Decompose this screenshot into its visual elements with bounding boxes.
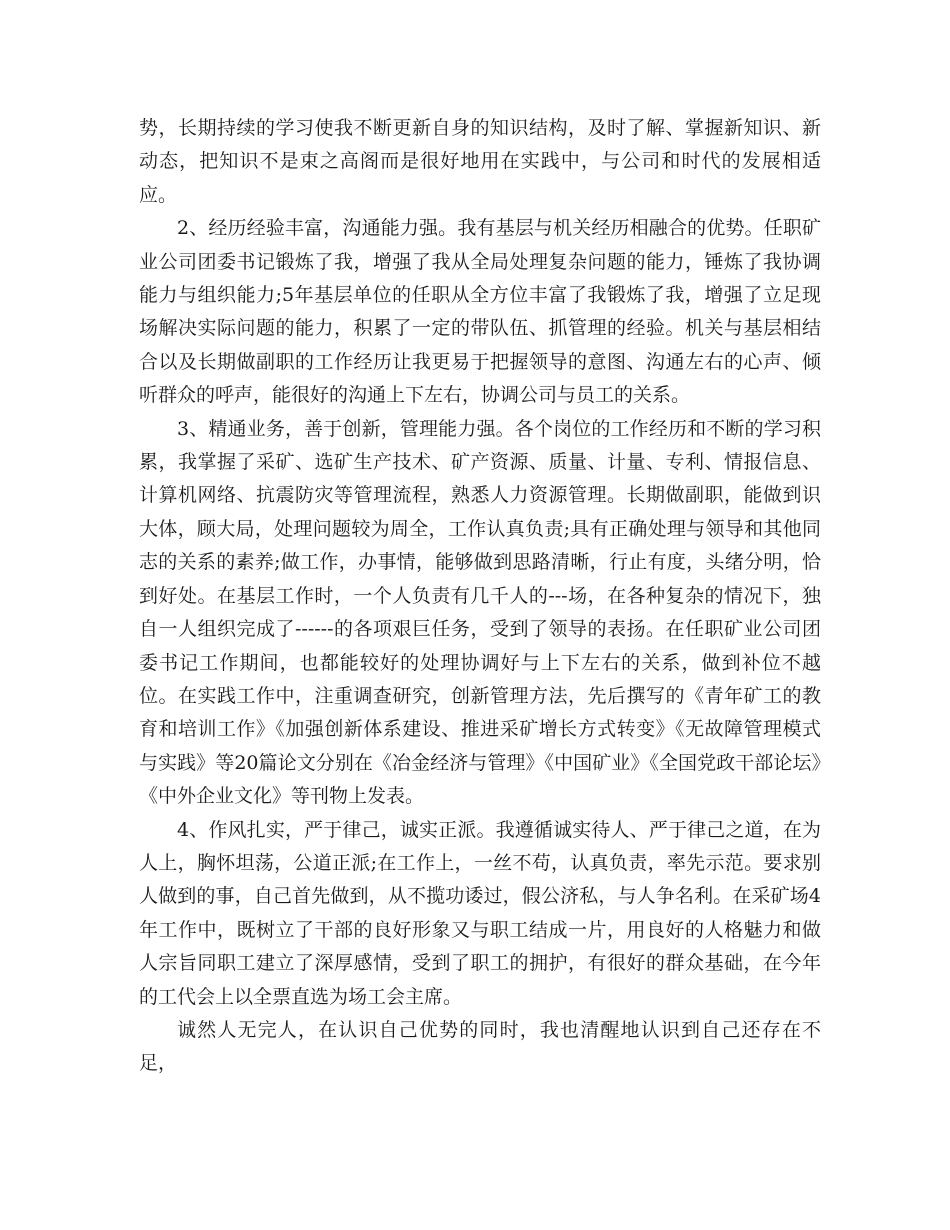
document-body	[139, 112, 821, 1081]
paragraph-continuation: 势，长期持续的学习使我不断更新自身的知识结构，及时了解、掌握新知识、新动态，把知识不是束之高阁而是很好地用在实践中，与公司和时代的发展相适应。	[139, 117, 821, 206]
paragraph-shortcomings: 诚然人无完人，在认识自己优势的同时，我也清醒地认识到自己还存在不足，	[139, 1018, 821, 1075]
paragraph-work-style: 4、作风扎实，严于律己，诚实正派。我遵循诚实待人、严于律己之道，在为人上，胸怀坦荡，公道正派;在工作上，一丝不苟，认真负责，率先示范。要求别人做到的事，自己首先做到，从不揽功诿过，假公济私，与人争名利。在采矿场4年工作中，既树立了干部的良好形象又与职工结成一片，用良好的人格魅力和做人宗旨同职工建立了深厚感情，受到了职工的拥护，有很好的群众基础，在今年的工代会上以全票直选为场工会主席。	[139, 818, 821, 1008]
paragraph-business-skills: 3、精通业务，善于创新，管理能力强。各个岗位的工作经历和不断的学习积累，我掌握了采矿、选矿生产技术、矿产资源、质量、计量、专利、情报信息、计算机网络、抗震防灾等管理流程，熟悉人力资源管理。长期做副职，能做到识大体，顾大局，处理问题较为周全，工作认真负责;具有正确处理与领导和其他同志的关系的素养;做工作，办事情，能够做到思路清晰，行止有度，头绪分明，恰到好处。在基层工作时，一个人负责有几千人的---场，在各种复杂的情况下，独自一人组织完成了------的各项艰巨任务，受到了领导的表扬。在任职矿业公司团委书记工作期间，也都能较好的处理协调好与上下左右的关系，做到补位不越位。在实践工作中，注重调查研究，创新管理方法，先后撰写的《青年矿工的教育和培训工作》《加强创新体系建设、推进采矿增长方式转变》《无故障管理模式与实践》等20篇论文分别在《冶金经济与管理》《中国矿业》《全国党政干部论坛》《中外企业文化》等刊物上发表。	[139, 417, 821, 808]
paragraph-experience: 2、经历经验丰富，沟通能力强。我有基层与机关经历相融合的优势。任职矿业公司团委书记锻炼了我，增强了我从全局处理复杂问题的能力，锤炼了我协调能力与组织能力;5年基层单位的任职从全方位丰富了我锻炼了我，增强了立足现场解决实际问题的能力，积累了一定的带队伍、抓管理的经验。机关与基层相结合以及长期做副职的工作经历让我更易于把握领导的意图、沟通左右的心声、倾听群众的呼声，能很好的沟通上下左右，协调公司与员工的关系。	[139, 217, 821, 407]
